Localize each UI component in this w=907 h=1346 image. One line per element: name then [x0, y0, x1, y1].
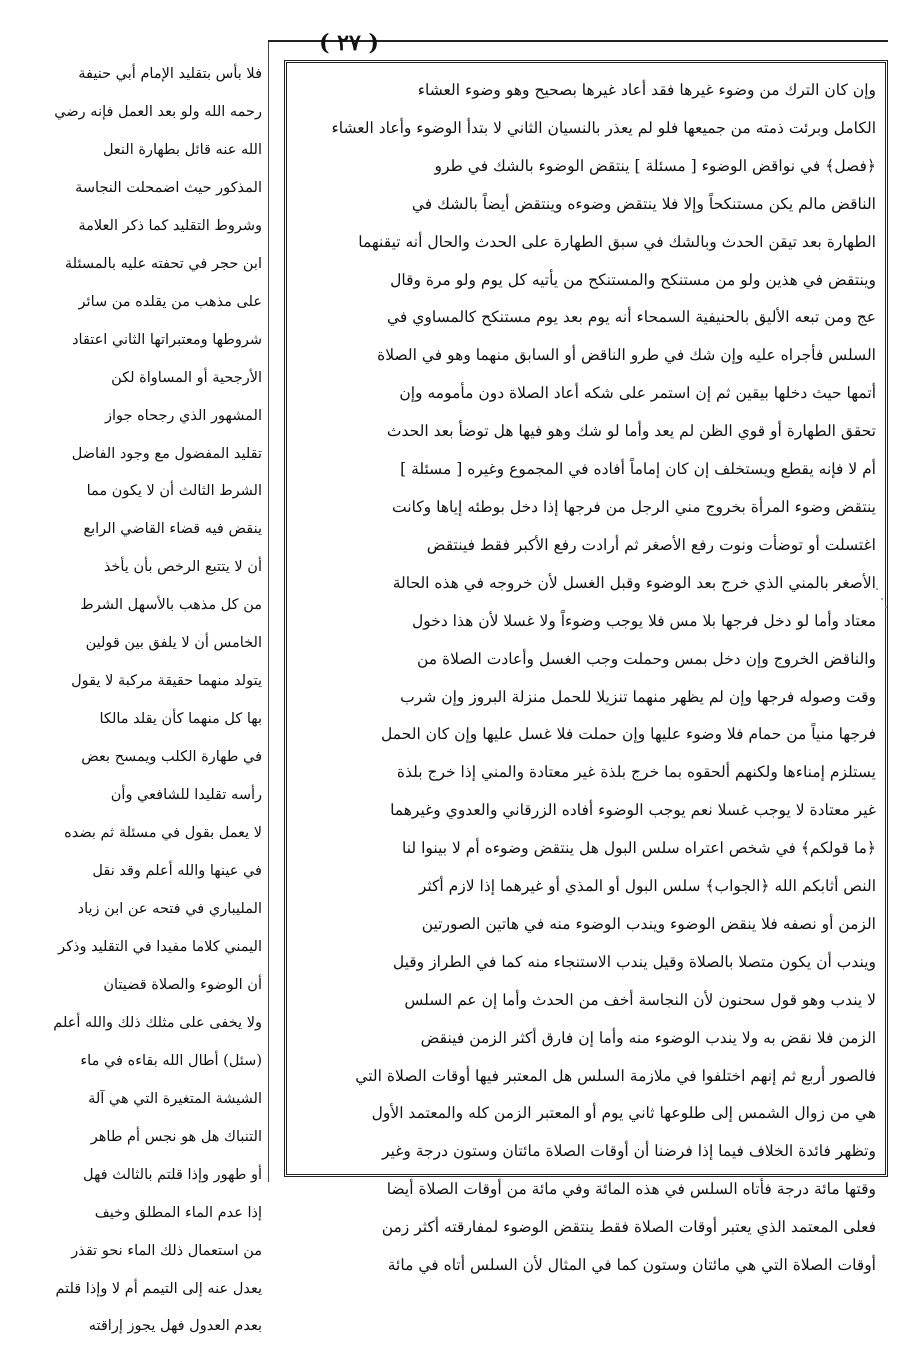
- scan-speck: [876, 588, 878, 590]
- main-line: تحقق الطهارة أو قوي الظن لم يعد وأما لو شك وهو فيها هل توضأ بعد الحدث: [386, 422, 876, 441]
- main-line: ﴿ما قولكم﴾ في شخص اعتراه سلس البول هل ينتقض وضوءه أم لا بينوا لنا: [402, 839, 876, 858]
- side-line: الشرط الثالث أن لا يكون مما: [86, 483, 262, 500]
- main-line: معتاد وأما لو دخل فرجها بلا مس فلا يوجب وضوءاً ولا غسلا لأن هذا دخول: [412, 611, 876, 630]
- main-line: والناقض الخروج وإن دخل بمس وحملت وجب الغسل وأعادت الصلاة من: [416, 649, 876, 668]
- main-line: الكامل وبرئت ذمته من جميعها فلو لم يعذر بالنسيان الثاني لا بتدأ الوضوء وأعاد العشاء: [331, 118, 876, 137]
- main-line: عج ومن تبعه الأليق بالحنيفية السمحاء أنه يوم بعد يوم مستنكح كالمساوي في: [386, 308, 876, 327]
- main-line: فالصور أربع ثم إنهم اختلفوا في ملازمة السلس هل المعتبر فيها أوقات الصلاة التي: [355, 1066, 876, 1085]
- side-line: الله عنه قائل بطهارة النعل: [102, 141, 262, 158]
- side-line: التنباك هل هو نجس أم طاهر: [90, 1128, 262, 1145]
- side-line: في طهارة الكلب ويمسح بعض: [81, 749, 262, 766]
- page-number: ( ٢٧ ): [319, 30, 379, 56]
- side-line: يتولد منهما حقيقة مركبة لا يقول: [71, 673, 262, 690]
- side-line: (سئل) أطال الله بقاءه في ماء: [80, 1052, 262, 1069]
- side-line: المشهور الذي رجحاه جواز: [104, 407, 262, 424]
- side-line: ابن حجر في تحفته عليه بالمسئلة: [64, 255, 262, 272]
- side-line: تقليد المفضول مع وجود الفاضل: [71, 445, 262, 462]
- main-line: ينتقض وضوء المرأة بخروج مني الرجل من فرجها إذا دخل بوطئه إياها وكانت: [392, 497, 876, 516]
- side-line: الخامس أن لا يلفق بين قولين: [85, 635, 262, 652]
- side-line: لا يعمل بقول في مسئلة ثم بضده: [64, 825, 262, 842]
- main-line: أوقات الصلاة التي هي مائتان وستون كما في المثال لأن السلس أتاه في مائة: [387, 1256, 876, 1275]
- side-line: المليباري في فتحه عن ابن زياد: [77, 900, 262, 917]
- main-line: يستلزم إمناءها ولكنهم ألحقوه بما خرج بلذة غير معتادة والمني إذا خرج بلذة: [396, 763, 876, 782]
- side-line: في عينها والله أعلم وقد نقل: [92, 863, 262, 880]
- side-line: ولا يخفى على مثلك ذلك والله أعلم: [53, 1014, 262, 1031]
- margin-divider: [268, 42, 269, 1182]
- side-line: الأرجحية أو المساواة لكن: [111, 369, 262, 386]
- side-line: وشروط التقليد كما ذكر العلامة: [78, 217, 262, 234]
- main-line: أتمها حيث دخلها بيقين ثم إن استمر على شكه أعاد الصلاة دون مأمومه وإن: [399, 384, 876, 403]
- side-line: بعدم العدول فهل يجوز إراقته: [88, 1318, 262, 1335]
- main-line: هي من زوال الشمس إلى طلوعها ثاني يوم أو المعتبر الزمن كله والمعتمد الأول: [371, 1104, 876, 1123]
- main-line: وتظهر فائدة الخلاف فيما إذا فرضنا أن أوقات الصلاة مائتان وستون درجة وغير: [381, 1142, 876, 1161]
- side-line: رحمه الله ولو بعد العمل فإنه رضي: [54, 103, 262, 120]
- main-line: غير معتادة لا يوجب غسلا نعم يوجب الوضوء أفاده الزرقاني والعدوي وغيرهما: [390, 801, 876, 820]
- side-line: بها كل منهما كأن يقلد مالكا: [99, 711, 262, 728]
- main-text-block: [296, 72, 876, 1275]
- main-line: أم لا فإنه يقطع ويستخلف إن كان إماماً أفاده في المجموع وغيره [ مسئلة ]: [400, 460, 876, 479]
- side-line: أو طهور وإذا قلتم بالثالث فهل: [83, 1166, 262, 1183]
- main-line: ويندب أن يكون متصلا بالصلاة وقيل يندب الاستنجاء منه كما في الطراز وقيل: [392, 952, 876, 971]
- main-line: فعلى المعتمد الذي يعتبر أوقات الصلاة فقط ينتقض الوضوء لمفارقته أكثر زمن: [381, 1218, 876, 1237]
- main-line: الناقض مالم يكن مستنكحاً وإلا فلا ينتقض وضوءه وينتقض أيضاً بالشك في: [411, 194, 876, 213]
- side-line: يعدل عنه إلى التيمم أم لا وإذا قلتم: [55, 1280, 262, 1297]
- main-line: وقت وصوله فرجها وإن لم يظهر منهما تنزيلا للحمل منزلة البروز وإن شرب: [400, 687, 876, 706]
- main-line: الزمن أو نصفه فلا ينقض الوضوء ويندب الوضوء منه في هاتين الصورتين: [421, 914, 876, 933]
- side-line: أن الوضوء والصلاة قضيتان: [103, 976, 262, 993]
- side-line: الشيشة المتغيرة التي هي آلة: [88, 1090, 262, 1107]
- side-line: إذا عدم الماء المطلق وخيف: [94, 1204, 262, 1221]
- side-line: رأسه تقليدا للشافعي وأن: [110, 787, 262, 804]
- main-line: الزمن فلا نقض به ولا يندب الوضوء منه وأما إن فارق أكثر الزمن فينقض: [420, 1028, 876, 1047]
- margin-commentary: [53, 56, 262, 1335]
- main-line: النص أثابكم الله ﴿الجواب﴾ سلس البول أو المذي أو غيرهما إذا لازم أكثر: [418, 877, 876, 896]
- side-line: فلا بأس بتقليد الإمام أبي حنيفة: [78, 66, 262, 82]
- side-line: على مذهب من يقلده من سائر: [78, 293, 262, 310]
- main-line: وينتقض في هذين ولو من مستنكح والمستنكح من يأتيه كل يوم ولو مرة وقال: [390, 270, 876, 289]
- main-line: الأصغر بالمني الذي خرج بعد الوضوء وقبل الغسل لأن خروجه في هذه الحالة: [392, 573, 876, 592]
- scan-speck: [881, 598, 883, 600]
- main-line: ﴿فصل﴾ في نواقض الوضوء [ مسئلة ] ينتقض الوضوء بالشك في طرو: [434, 156, 876, 175]
- side-line: شروطها ومعتبراتها الثاني اعتقاد: [72, 331, 262, 348]
- side-line: المذكور حيث اضمحلت النجاسة: [75, 179, 262, 196]
- side-line: من استعمال ذلك الماء نحو تقذر: [71, 1242, 262, 1259]
- side-line: من كل مذهب بالأسهل الشرط: [80, 597, 262, 614]
- main-line: السلس فأجراه عليه وإن شك في طرو الناقض أو السابق منهما وهو في الصلاة: [377, 346, 876, 365]
- main-line: الطهارة بعد تيقن الحدث وبالشك في سبق الطهارة على الحدث والحال أنه تيقنهما: [358, 232, 876, 251]
- main-line: لا يندب وهو قول سحنون لأن النجاسة أخف من الحدث وأما إن عم السلس: [404, 990, 876, 1009]
- scan-speck: [885, 606, 887, 608]
- side-line: أن لا يتتبع الرخص بأن يأخذ: [103, 559, 262, 576]
- side-line: اليمني كلاما مفيدا في التقليد وذكر: [58, 938, 262, 955]
- main-line: فرجها منياً من حمام فلا وضوء عليها وإن حملت فلا غسل عليها وإن كان الحمل: [381, 725, 876, 744]
- main-line: وإن كان الترك من وضوء غيرها فقد أعاد غيرها بصحيح وهو وضوء العشاء: [417, 81, 876, 99]
- side-line: ينقض فيه قضاء القاضي الرابع: [83, 521, 262, 538]
- main-line: اغتسلت أو توضأت ونوت رفع الأصغر ثم أرادت رفع الأكبر فقط فينتقض: [426, 535, 876, 554]
- main-line: وقتها مائة درجة فأتاه السلس في هذه المائة وفي مائة من أوقات الصلاة أيضا: [386, 1180, 876, 1199]
